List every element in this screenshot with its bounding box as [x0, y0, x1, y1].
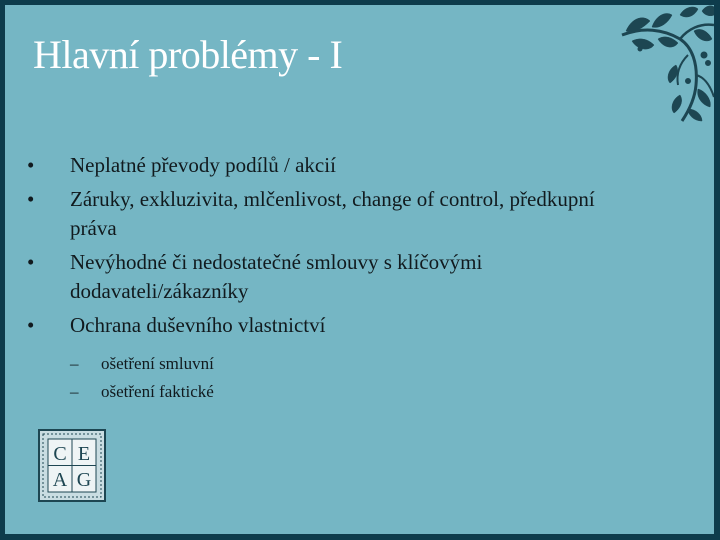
bullet-item [25, 185, 625, 243]
slide-title: Hlavní problémy - I [33, 32, 343, 77]
slide [5, 5, 714, 534]
sub-bullet-text: ošetření faktické [101, 382, 214, 401]
sub-bullet-item [70, 378, 625, 406]
sub-bullet-marker: – [70, 382, 79, 401]
logo-letter: C [53, 443, 67, 465]
logo-letter: G [76, 469, 92, 491]
bullet-item [25, 151, 625, 180]
bullet-text: Záruky, exkluzivita, mlčenlivost, change of control, předkupní práva [70, 187, 595, 240]
bullet-marker: • [27, 313, 35, 337]
logo-letter: A [52, 469, 68, 491]
sub-bullet-text: ošetření smluvní [101, 354, 214, 373]
bullet-item [25, 248, 625, 306]
sub-bullet-list [70, 350, 625, 406]
bullet-text: Neplatné převody podílů / akcií [70, 153, 336, 177]
bullet-item [25, 311, 625, 406]
floral-ornament-icon [618, 5, 714, 123]
sub-bullet-item [70, 350, 625, 378]
bullet-text: Nevýhodné či nedostatečné smlouvy s klíčovými dodavateli/zákazníky [70, 250, 483, 303]
bullet-marker: • [27, 153, 35, 177]
logo-letter: E [77, 443, 91, 465]
bullet-text: Ochrana duševního vlastnictví [70, 313, 326, 337]
bullet-marker: • [27, 187, 35, 211]
ceag-logo-icon [38, 429, 106, 502]
bullet-list [25, 151, 625, 411]
sub-bullet-marker: – [70, 354, 79, 373]
bullet-marker: • [27, 250, 35, 274]
